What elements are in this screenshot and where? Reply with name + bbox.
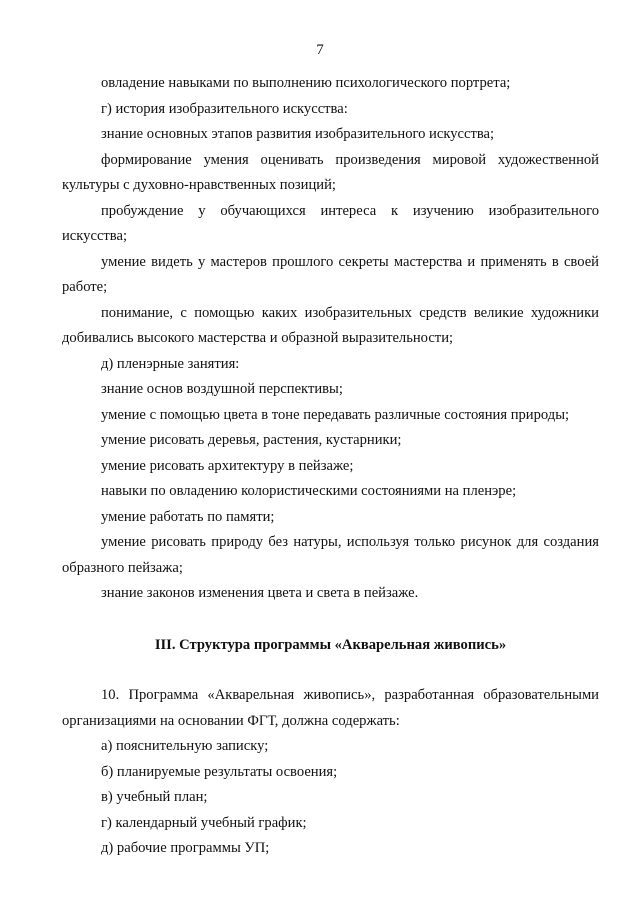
section-heading: III. Структура программы «Акварельная живопись» (154, 636, 507, 653)
paragraph: умение с помощью цвета в тоне передавать различные состояния природы; (101, 406, 570, 423)
paragraph: знание основ воздушной перспективы; (101, 381, 343, 397)
paragraph: а) пояснительную записку; (101, 738, 269, 754)
paragraph: д) пленэрные занятия: (101, 355, 240, 372)
paragraph: б) планируемые результаты освоения; (101, 763, 338, 780)
document-body (62, 71, 599, 862)
text-section-2 (62, 683, 599, 862)
paragraph: 10. Программа «Акварельная живопись», разработанная образовательными организациями на основании ФГТ, должна содержать: (62, 687, 599, 729)
paragraph: в) учебный план; (101, 789, 208, 805)
paragraph: пробуждение у обучающихся интереса к изучению изобразительного искусства; (62, 202, 599, 244)
paragraph: знание законов изменения цвета и света в пейзаже. (101, 585, 419, 601)
paragraph: д) рабочие программы УП; (101, 840, 270, 856)
paragraph: умение рисовать деревья, растения, кустарники; (101, 432, 402, 448)
paragraph: формирование умения оценивать произведения мировой художественной культуры с духовно-нравственных позиций; (62, 151, 599, 193)
paragraph: понимание, с помощью каких изобразительных средств великие художники добивались высокого мастерства и образной выразительности; (62, 304, 599, 346)
paragraph: умение рисовать природу без натуры, используя только рисунок для создания образного пейзажа; (62, 534, 599, 576)
page-number: 7 (316, 42, 324, 58)
paragraph: умение работать по памяти; (101, 508, 275, 525)
paragraph: навыки по овладению колористическими состояниями на пленэре; (101, 483, 517, 499)
paragraph: овладение навыками по выполнению психологического портрета; (101, 75, 511, 91)
paragraph: г) история изобразительного искусства: (101, 100, 348, 117)
paragraph: умение видеть у мастеров прошлого секреты мастерства и применять в своей работе; (62, 253, 599, 295)
text-section-1 (62, 71, 599, 607)
paragraph: умение рисовать архитектуру в пейзаже; (101, 457, 354, 474)
paragraph: знание основных этапов развития изобразительного искусства; (101, 126, 495, 142)
paragraph: г) календарный учебный график; (101, 814, 307, 831)
